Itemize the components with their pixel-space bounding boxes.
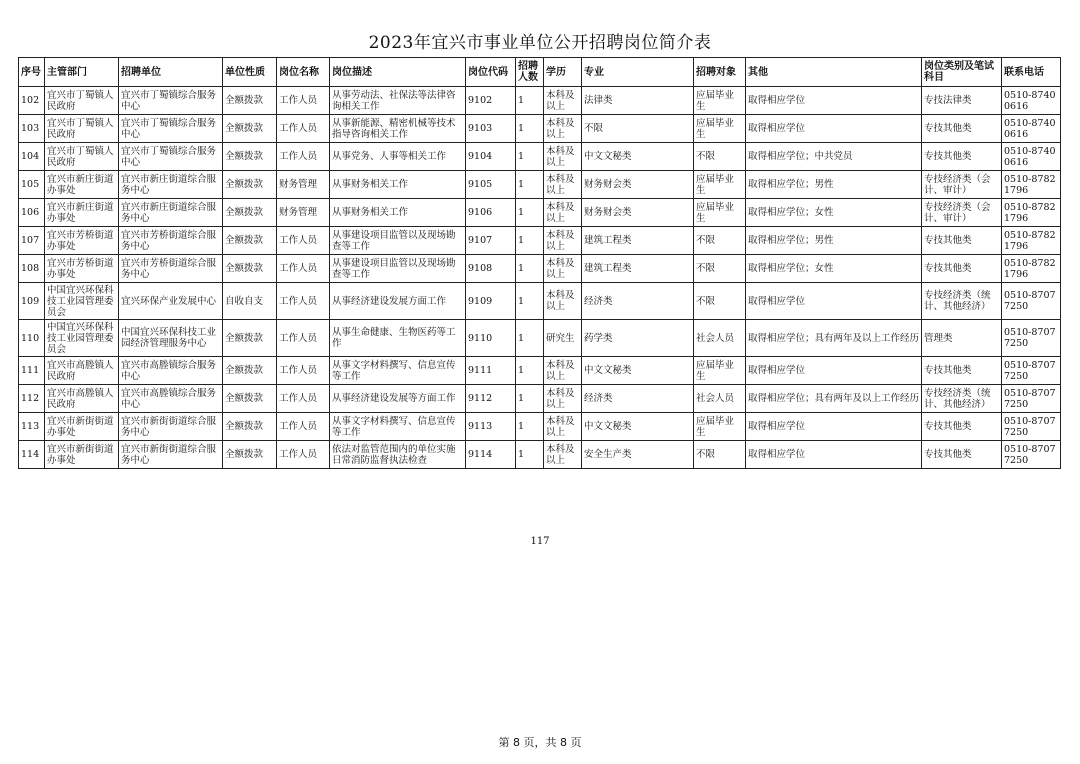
table-cell: 社会人员 — [694, 320, 746, 357]
table-cell: 工作人员 — [277, 143, 330, 171]
table-cell: 不限 — [694, 283, 746, 320]
table-cell: 从事文字材料撰写、信息宣传等工作 — [330, 413, 466, 441]
table-row — [19, 115, 1061, 143]
table-cell: 应届毕业生 — [694, 413, 746, 441]
table-cell: 中文文秘类 — [582, 143, 694, 171]
table-cell: 102 — [19, 87, 45, 115]
table-cell: 宜兴市新街街道办事处 — [45, 441, 119, 469]
table-cell: 中国宜兴环保科技工业园经济管理服务中心 — [119, 320, 223, 357]
table-cell: 工作人员 — [277, 283, 330, 320]
table-cell: 研究生 — [544, 320, 582, 357]
table-cell: 依法对监管范围内的单位实施日常消防监督执法检查 — [330, 441, 466, 469]
table-cell: 宜兴市丁蜀镇人民政府 — [45, 143, 119, 171]
header-cell: 单位性质 — [223, 58, 277, 87]
table-cell: 本科及以上 — [544, 143, 582, 171]
table-cell: 管理类 — [922, 320, 1002, 357]
table-cell: 宜兴市芳桥街道办事处 — [45, 227, 119, 255]
table-cell: 全额拨款 — [223, 357, 277, 385]
table-cell: 药学类 — [582, 320, 694, 357]
table-cell: 应届毕业生 — [694, 87, 746, 115]
header-cell: 招聘对象 — [694, 58, 746, 87]
table-cell: 全额拨款 — [223, 227, 277, 255]
header-cell: 序号 — [19, 58, 45, 87]
table-cell: 0510-87821796 — [1002, 199, 1061, 227]
table-cell: 9110 — [466, 320, 516, 357]
table-cell: 本科及以上 — [544, 255, 582, 283]
table-cell: 宜兴市新庄街道综合服务中心 — [119, 199, 223, 227]
table-cell: 应届毕业生 — [694, 115, 746, 143]
table-cell: 全额拨款 — [223, 441, 277, 469]
table-cell: 本科及以上 — [544, 413, 582, 441]
table-cell: 0510-87077250 — [1002, 320, 1061, 357]
table-cell: 0510-87077250 — [1002, 413, 1061, 441]
header-cell: 学历 — [544, 58, 582, 87]
table-cell: 应届毕业生 — [694, 357, 746, 385]
table-cell: 9104 — [466, 143, 516, 171]
table-cell: 宜兴市丁蜀镇人民政府 — [45, 115, 119, 143]
table-cell: 取得相应学位 — [746, 441, 922, 469]
table-cell: 本科及以上 — [544, 171, 582, 199]
table-cell: 1 — [516, 283, 544, 320]
table-cell: 全额拨款 — [223, 385, 277, 413]
table-row — [19, 385, 1061, 413]
table-cell: 宜兴市高塍镇综合服务中心 — [119, 357, 223, 385]
table-cell: 宜兴市高塍镇人民政府 — [45, 385, 119, 413]
table-cell: 中国宜兴环保科技工业园管理委员会 — [45, 320, 119, 357]
table-row — [19, 357, 1061, 385]
table-cell: 1 — [516, 320, 544, 357]
table-row — [19, 320, 1061, 357]
table-cell: 从事建设项目监管以及现场勘查等工作 — [330, 255, 466, 283]
header-cell: 专业 — [582, 58, 694, 87]
table-cell: 取得相应学位；女性 — [746, 199, 922, 227]
header-cell: 招聘人数 — [516, 58, 544, 87]
table-cell: 从事劳动法、社保法等法律咨询相关工作 — [330, 87, 466, 115]
table-cell: 宜兴市芳桥街道综合服务中心 — [119, 227, 223, 255]
table-cell: 112 — [19, 385, 45, 413]
table-cell: 宜兴市新街街道综合服务中心 — [119, 413, 223, 441]
table-cell: 宜兴市芳桥街道办事处 — [45, 255, 119, 283]
table-cell: 工作人员 — [277, 357, 330, 385]
table-cell: 不限 — [694, 441, 746, 469]
table-cell: 中文文秘类 — [582, 357, 694, 385]
table-cell: 工作人员 — [277, 87, 330, 115]
table-cell: 经济类 — [582, 385, 694, 413]
table-cell: 工作人员 — [277, 115, 330, 143]
table-row — [19, 413, 1061, 441]
table-cell: 1 — [516, 87, 544, 115]
table-body — [19, 87, 1061, 469]
table-cell: 宜兴市新街街道综合服务中心 — [119, 441, 223, 469]
header-cell: 联系电话 — [1002, 58, 1061, 87]
table-cell: 不限 — [694, 255, 746, 283]
table-cell: 工作人员 — [277, 320, 330, 357]
table-cell: 105 — [19, 171, 45, 199]
table-cell: 宜兴市高塍镇综合服务中心 — [119, 385, 223, 413]
table-cell: 财务财会类 — [582, 171, 694, 199]
table-cell: 1 — [516, 199, 544, 227]
table-cell: 专技其他类 — [922, 227, 1002, 255]
table-cell: 专技其他类 — [922, 143, 1002, 171]
table-cell: 9112 — [466, 385, 516, 413]
table-cell: 取得相应学位 — [746, 357, 922, 385]
table-cell: 1 — [516, 143, 544, 171]
table-cell: 不限 — [694, 227, 746, 255]
table-cell: 取得相应学位；女性 — [746, 255, 922, 283]
table-cell: 法律类 — [582, 87, 694, 115]
table-row — [19, 87, 1061, 115]
table-cell: 1 — [516, 357, 544, 385]
table-cell: 宜兴市丁蜀镇综合服务中心 — [119, 143, 223, 171]
table-cell: 宜兴市丁蜀镇人民政府 — [45, 87, 119, 115]
table-cell: 从事党务、人事等相关工作 — [330, 143, 466, 171]
table-cell: 本科及以上 — [544, 283, 582, 320]
table-cell: 取得相应学位 — [746, 115, 922, 143]
header-cell: 岗位名称 — [277, 58, 330, 87]
table-cell: 110 — [19, 320, 45, 357]
table-cell: 108 — [19, 255, 45, 283]
table-cell: 9109 — [466, 283, 516, 320]
table-cell: 114 — [19, 441, 45, 469]
page-footer: 第 8 页，共 8 页 — [498, 736, 582, 749]
table-cell: 专技经济类（统计、其他经济） — [922, 385, 1002, 413]
table-cell: 工作人员 — [277, 227, 330, 255]
table-row — [19, 283, 1061, 320]
table-header-row — [19, 58, 1061, 87]
table-cell: 从事建设项目监管以及现场勘查等工作 — [330, 227, 466, 255]
table-cell: 宜兴市新街街道办事处 — [45, 413, 119, 441]
header-cell: 其他 — [746, 58, 922, 87]
table-cell: 9114 — [466, 441, 516, 469]
table-cell: 107 — [19, 227, 45, 255]
table-cell: 109 — [19, 283, 45, 320]
table-cell: 取得相应学位 — [746, 87, 922, 115]
table-cell: 取得相应学位；男性 — [746, 227, 922, 255]
page-title: 2023年宜兴市事业单位公开招聘岗位简介表 — [368, 33, 712, 53]
table-cell: 财务管理 — [277, 171, 330, 199]
table-cell: 应届毕业生 — [694, 171, 746, 199]
table-cell: 0510-87077250 — [1002, 283, 1061, 320]
table-cell: 宜兴市新庄街道办事处 — [45, 171, 119, 199]
table-cell: 9113 — [466, 413, 516, 441]
table-cell: 111 — [19, 357, 45, 385]
table-cell: 1 — [516, 385, 544, 413]
table-cell: 工作人员 — [277, 255, 330, 283]
table-cell: 1 — [516, 115, 544, 143]
table-cell: 0510-87400616 — [1002, 143, 1061, 171]
table-cell: 从事财务相关工作 — [330, 199, 466, 227]
table-row — [19, 199, 1061, 227]
printed-page-number: 117 — [530, 536, 550, 547]
table-cell: 专技其他类 — [922, 413, 1002, 441]
table-cell: 9106 — [466, 199, 516, 227]
table-cell: 1 — [516, 441, 544, 469]
table-cell: 宜兴市新庄街道综合服务中心 — [119, 171, 223, 199]
table-cell: 财务财会类 — [582, 199, 694, 227]
table-cell: 取得相应学位 — [746, 413, 922, 441]
header-cell: 岗位代码 — [466, 58, 516, 87]
table-cell: 104 — [19, 143, 45, 171]
table-cell: 0510-87821796 — [1002, 171, 1061, 199]
header-cell: 岗位类别及笔试科目 — [922, 58, 1002, 87]
table-cell: 取得相应学位；具有两年及以上工作经历 — [746, 385, 922, 413]
table-cell: 建筑工程类 — [582, 227, 694, 255]
table-cell: 本科及以上 — [544, 227, 582, 255]
table-cell: 9105 — [466, 171, 516, 199]
table-cell: 113 — [19, 413, 45, 441]
table-cell: 工作人员 — [277, 441, 330, 469]
table-cell: 9107 — [466, 227, 516, 255]
table-cell: 9108 — [466, 255, 516, 283]
table-cell: 0510-87821796 — [1002, 227, 1061, 255]
table-cell: 专技其他类 — [922, 255, 1002, 283]
table-cell: 中国宜兴环保科技工业园管理委员会 — [45, 283, 119, 320]
table-cell: 不限 — [582, 115, 694, 143]
table-row — [19, 143, 1061, 171]
table-cell: 9103 — [466, 115, 516, 143]
table-cell: 中文文秘类 — [582, 413, 694, 441]
header-cell: 主管部门 — [45, 58, 119, 87]
table-cell: 宜兴市芳桥街道综合服务中心 — [119, 255, 223, 283]
table-cell: 0510-87400616 — [1002, 115, 1061, 143]
table-cell: 宜兴市新庄街道办事处 — [45, 199, 119, 227]
table-cell: 财务管理 — [277, 199, 330, 227]
table-cell: 从事生命健康、生物医药等工作 — [330, 320, 466, 357]
table-cell: 0510-87821796 — [1002, 255, 1061, 283]
table-cell: 106 — [19, 199, 45, 227]
header-cell: 岗位描述 — [330, 58, 466, 87]
table-cell: 取得相应学位；具有两年及以上工作经历 — [746, 320, 922, 357]
table-cell: 本科及以上 — [544, 385, 582, 413]
table-cell: 专技其他类 — [922, 115, 1002, 143]
table-cell: 专技经济类（会计、审计） — [922, 199, 1002, 227]
table-cell: 工作人员 — [277, 413, 330, 441]
table-cell: 专技其他类 — [922, 357, 1002, 385]
table-cell: 0510-87077250 — [1002, 385, 1061, 413]
table-cell: 从事文字材料撰写、信息宣传等工作 — [330, 357, 466, 385]
table-cell: 取得相应学位 — [746, 283, 922, 320]
table-cell: 9102 — [466, 87, 516, 115]
table-cell: 103 — [19, 115, 45, 143]
table-cell: 全额拨款 — [223, 143, 277, 171]
table-cell: 1 — [516, 413, 544, 441]
table-cell: 从事经济建设发展等方面工作 — [330, 385, 466, 413]
table-cell: 全额拨款 — [223, 87, 277, 115]
table-cell: 专技法律类 — [922, 87, 1002, 115]
table-cell: 0510-87077250 — [1002, 357, 1061, 385]
table-cell: 自收自支 — [223, 283, 277, 320]
table-cell: 取得相应学位；中共党员 — [746, 143, 922, 171]
table-cell: 全额拨款 — [223, 413, 277, 441]
table-cell: 本科及以上 — [544, 441, 582, 469]
table-cell: 专技经济类（会计、审计） — [922, 171, 1002, 199]
table-cell: 1 — [516, 171, 544, 199]
header-cell: 招聘单位 — [119, 58, 223, 87]
table-cell: 0510-87400616 — [1002, 87, 1061, 115]
table-cell: 1 — [516, 227, 544, 255]
table-cell: 宜兴市丁蜀镇综合服务中心 — [119, 87, 223, 115]
table-cell: 全额拨款 — [223, 320, 277, 357]
table-cell: 全额拨款 — [223, 255, 277, 283]
table-cell: 全额拨款 — [223, 199, 277, 227]
table-cell: 宜兴环保产业发展中心 — [119, 283, 223, 320]
table-cell: 安全生产类 — [582, 441, 694, 469]
table-cell: 宜兴市高塍镇人民政府 — [45, 357, 119, 385]
table-cell: 本科及以上 — [544, 115, 582, 143]
table-cell: 工作人员 — [277, 385, 330, 413]
table-cell: 全额拨款 — [223, 171, 277, 199]
table-cell: 9111 — [466, 357, 516, 385]
table-cell: 取得相应学位；男性 — [746, 171, 922, 199]
table-cell: 不限 — [694, 143, 746, 171]
table-cell: 从事经济建设发展方面工作 — [330, 283, 466, 320]
table-row — [19, 255, 1061, 283]
job-listing-table — [18, 57, 1061, 469]
table-row — [19, 227, 1061, 255]
table-cell: 本科及以上 — [544, 357, 582, 385]
table-cell: 从事新能源、精密机械等技术指导咨询相关工作 — [330, 115, 466, 143]
table-cell: 应届毕业生 — [694, 199, 746, 227]
table-row — [19, 171, 1061, 199]
table-cell: 建筑工程类 — [582, 255, 694, 283]
table-cell: 社会人员 — [694, 385, 746, 413]
table-cell: 1 — [516, 255, 544, 283]
table-cell: 本科及以上 — [544, 199, 582, 227]
table-cell: 0510-87077250 — [1002, 441, 1061, 469]
table-cell: 经济类 — [582, 283, 694, 320]
table-cell: 本科及以上 — [544, 87, 582, 115]
table-cell: 专技其他类 — [922, 441, 1002, 469]
table-cell: 全额拨款 — [223, 115, 277, 143]
table-cell: 专技经济类（统计、其他经济） — [922, 283, 1002, 320]
table-cell: 从事财务相关工作 — [330, 171, 466, 199]
table-cell: 宜兴市丁蜀镇综合服务中心 — [119, 115, 223, 143]
table-row — [19, 441, 1061, 469]
